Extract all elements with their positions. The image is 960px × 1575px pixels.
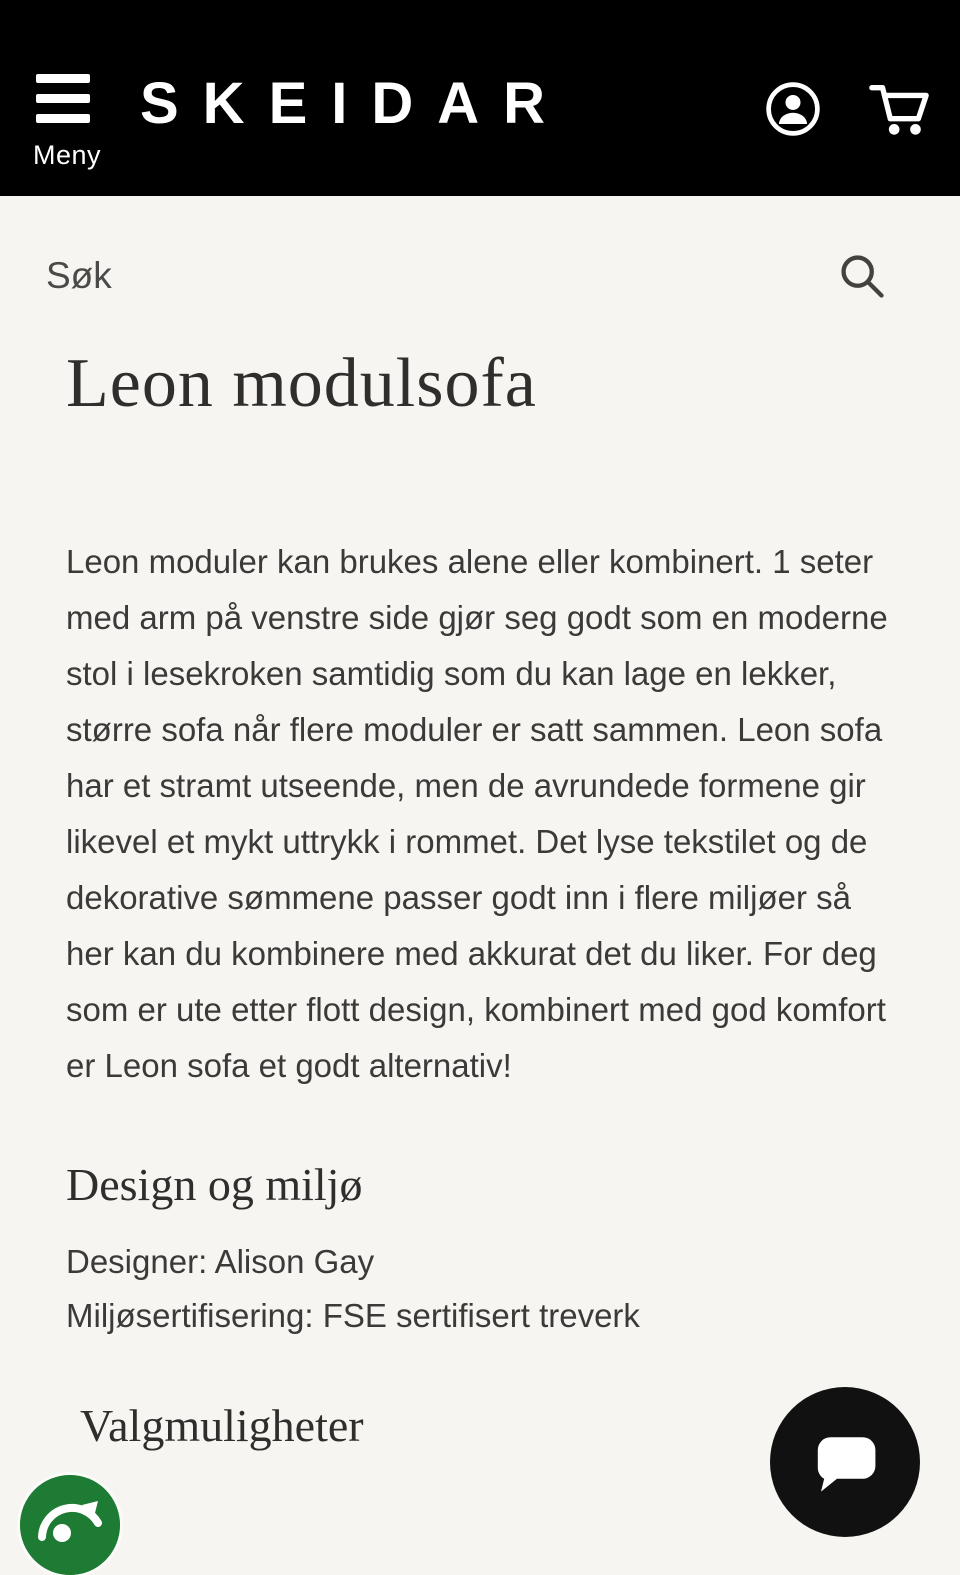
design-meta — [66, 1235, 894, 1343]
search-bar — [46, 196, 894, 302]
header-icons — [762, 78, 930, 140]
product-page — [0, 196, 960, 1452]
brand-logo[interactable]: SKEIDAR — [140, 71, 570, 136]
app-header — [0, 0, 960, 196]
certification-line: Miljøsertifisering: FSE sertifisert treverk — [66, 1297, 640, 1334]
cart-button[interactable] — [868, 78, 930, 140]
account-button[interactable] — [762, 78, 824, 140]
hamburger-icon — [36, 74, 90, 83]
designer-line: Designer: Alison Gay — [66, 1243, 375, 1280]
product-description: Leon moduler kan brukes alene eller kombinert. 1 seter med arm på venstre side gjør seg godt som en moderne stol i lesekroken samtidig som du kan lage en lekker, større sofa når flere moduler er satt sammen. Leon sofa har et stramt utseende, men de avrundede formene gir likevel et mykt uttrykk i rommet. Det lyse tekstilet og de dekorative sømmene passer godt inn i flere miljøer så her kan du kombinere med akkurat det du liker. For deg som er ute etter flott design, kombinert med god komfort er Leon sofa et godt alternativ! — [66, 543, 888, 1084]
design-section-heading: Design og miljø — [66, 1159, 363, 1210]
account-icon — [763, 79, 823, 139]
search-button[interactable] — [836, 250, 888, 302]
search-label[interactable]: Søk — [46, 255, 112, 296]
chat-bubble-icon — [806, 1426, 884, 1498]
options-section-heading: Valgmuligheter — [80, 1400, 364, 1451]
eco-badge-button[interactable] — [20, 1475, 120, 1575]
eco-badge-icon — [20, 1475, 120, 1575]
menu-button[interactable] — [36, 74, 90, 123]
cart-icon — [868, 78, 930, 140]
search-icon — [836, 250, 888, 302]
page-title: Leon modulsofa — [66, 345, 537, 422]
menu-label[interactable]: Meny — [33, 140, 102, 170]
